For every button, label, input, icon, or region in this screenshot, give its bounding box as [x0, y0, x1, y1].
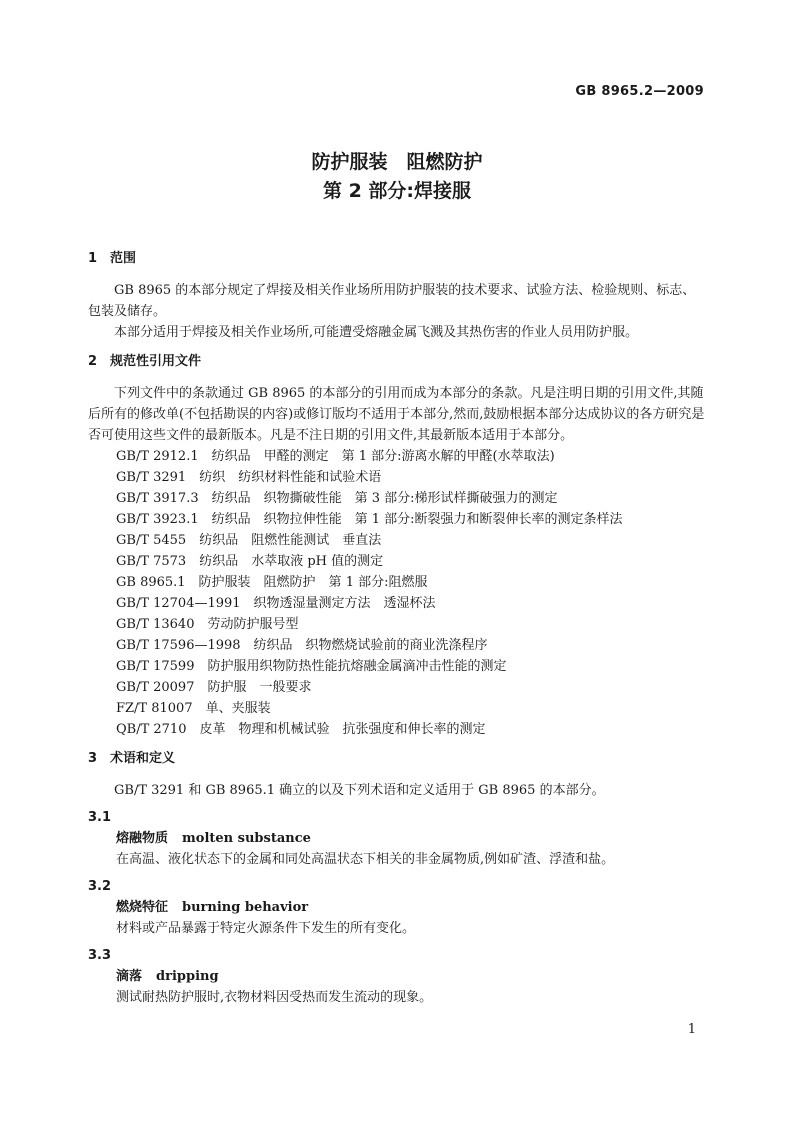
term-english: burning behavior: [182, 900, 309, 915]
section-2-heading: [88, 351, 708, 373]
section-3-number: 3: [88, 751, 98, 766]
reference-item: GB/T 7573 纺织品 水萃取液 pH 值的测定: [116, 554, 384, 569]
reference-item: GB/T 5455 纺织品 阻燃性能测试 垂直法: [116, 533, 382, 548]
section-1-number: 1: [88, 251, 98, 266]
reference-item: GB/T 3917.3 纺织品 织物撕破性能 第 3 部分:梯形试样撕破强力的测定: [116, 491, 558, 506]
term-chinese: 燃烧特征: [116, 900, 169, 915]
term-heading: [88, 897, 708, 918]
document-title: [0, 148, 794, 206]
reference-item: GB/T 17599 防护服用织物防热性能抗熔融金属滴冲击性能的测定: [116, 659, 507, 674]
reference-item: GB/T 2912.1 纺织品 甲醛的测定 第 1 部分:游离水解的甲醛(水萃取法): [116, 449, 555, 464]
section-1-title: 范围: [110, 251, 137, 266]
standard-code: GB 8965.2—2009: [575, 84, 704, 99]
term-heading: [88, 966, 708, 987]
section-2-number: 2: [88, 354, 98, 369]
term-definition: 测试耐热防护服时,衣物材料因受热而发生流动的现象。: [116, 990, 433, 1005]
document-body: [88, 248, 708, 1008]
term-chinese: 熔融物质: [116, 831, 169, 846]
title-line-2: 第 2 部分:焊接服: [322, 180, 472, 202]
reference-item: GB/T 12704—1991 织物透湿量测定方法 透湿杯法: [116, 596, 436, 611]
reference-item: QB/T 2710 皮革 物理和机械试验 抗张强度和伸长率的测定: [116, 722, 486, 737]
section-3-title: 术语和定义: [110, 751, 176, 766]
title-line-1: 防护服装 阻燃防护: [311, 151, 483, 173]
section-1-paragraph-2: 本部分适用于焊接及相关作业场所,可能遭受熔融金属飞溅及其热伤害的作业人员用防护服。: [114, 325, 639, 340]
reference-item: GB 8965.1 防护服装 阻燃防护 第 1 部分:阻燃服: [116, 575, 428, 590]
term-english: molten substance: [182, 831, 311, 846]
section-3-heading: [88, 748, 708, 770]
section-2-title: 规范性引用文件: [110, 354, 202, 369]
term-definition: 材料或产品暴露于特定火源条件下发生的所有变化。: [116, 921, 416, 936]
reference-item: GB/T 3923.1 纺织品 织物拉伸性能 第 1 部分:断裂强力和断裂伸长率的测定条样法: [116, 512, 623, 527]
reference-item: GB/T 20097 防护服 一般要求: [116, 680, 312, 695]
reference-item: FZ/T 81007 单、夹服装: [116, 701, 271, 716]
reference-list: [88, 446, 708, 740]
page-number: 1: [687, 1022, 696, 1037]
reference-item: GB/T 17596—1998 纺织品 织物燃烧试验前的商业洗涤程序: [116, 638, 488, 653]
section-1-paragraph-1: GB 8965 的本部分规定了焊接及相关作业场所用防护服装的技术要求、试验方法、检验规则、标志、包装及储存。: [88, 283, 696, 319]
section-1-heading: [88, 248, 708, 270]
term-number: 3.3: [88, 948, 112, 963]
term-heading: [88, 828, 708, 849]
section-3-intro: GB/T 3291 和 GB 8965.1 确立的以及下列术语和定义适用于 GB 8965 的本部分。: [114, 783, 605, 798]
reference-item: GB/T 13640 劳动防护服号型: [116, 617, 299, 632]
term-definition: 在高温、液化状态下的金属和同处高温状态下相关的非金属物质,例如矿渣、浮渣和盐。: [116, 852, 615, 867]
reference-item: GB/T 3291 纺织 纺织材料性能和试验术语: [116, 470, 382, 485]
section-2-intro: 下列文件中的条款通过 GB 8965 的本部分的引用而成为本部分的条款。凡是注明日期的引用文件,其随后所有的修改单(不包括勘误的内容)或修订版均不适用于本部分,然而,鼓励根据本部分达成协议的各方研究是否可使用这些文件的最新版本。凡是不注日期的引用文件,其最新版本适用于本部分。: [88, 386, 705, 443]
term-chinese: 滴落: [116, 969, 143, 984]
term-english: dripping: [156, 969, 219, 984]
term-number: 3.1: [88, 810, 112, 825]
term-number: 3.2: [88, 879, 112, 894]
